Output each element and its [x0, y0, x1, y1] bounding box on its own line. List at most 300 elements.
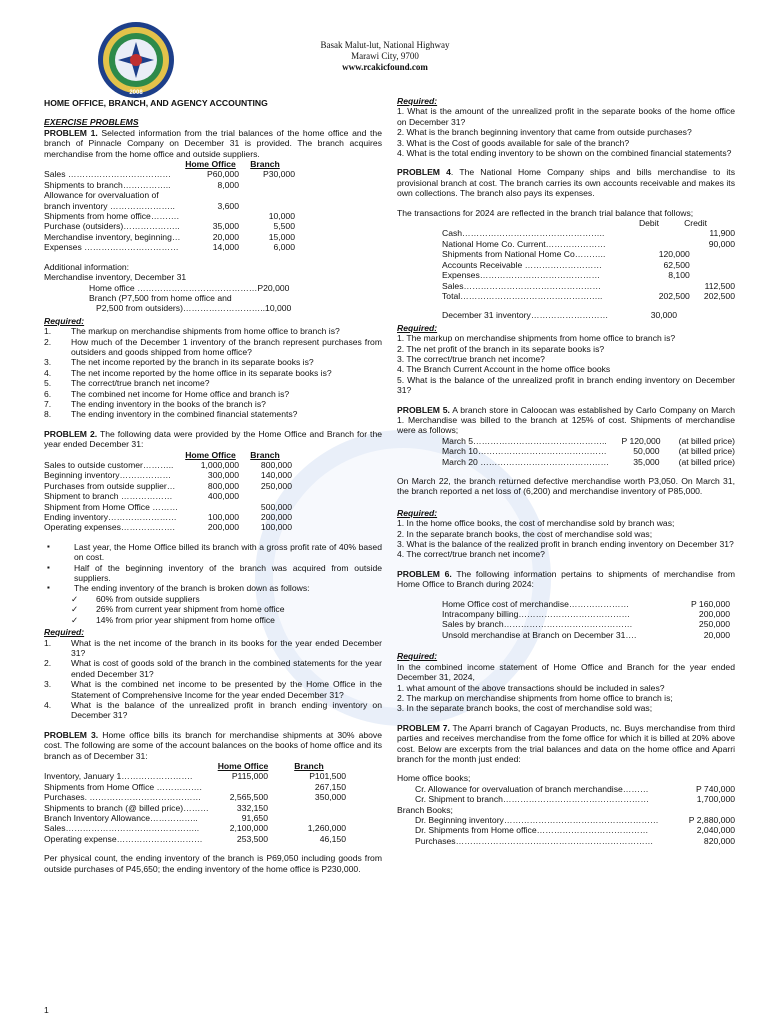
table-row — [397, 784, 735, 794]
december-inventory-row — [397, 310, 735, 320]
bullet-icon: ▪ — [47, 562, 50, 572]
list-item: 2. The net profit of the branch in its separate books is? — [397, 343, 605, 354]
row-value — [239, 491, 292, 501]
row-value: P101,500 — [309, 771, 346, 782]
table-row — [397, 457, 735, 467]
list-item — [44, 700, 382, 721]
row-value — [239, 190, 295, 200]
december-inventory-value: 30,000 — [650, 310, 677, 321]
list-number: 7. — [44, 398, 52, 409]
required-heading: Required: — [397, 322, 438, 333]
row-label: Sales………………………………………… — [442, 280, 601, 291]
checklist-item — [44, 604, 382, 614]
row-value: 202,500 — [658, 290, 690, 301]
list-text: What is the combined net income to be presented by the Home Office in the Statement of Comprehensive Income for the year ended December 31? — [71, 679, 382, 700]
row-label: Branch Inventory Allowance…………….. — [44, 813, 198, 823]
list-text: The net income reported by the branch in its separate books is? — [71, 357, 314, 368]
problem-1-label: PROBLEM 1. — [44, 127, 98, 138]
row-value: 8,000 — [217, 179, 239, 190]
problem-4-table-header — [397, 218, 735, 228]
row-value: 250,000 — [260, 480, 292, 491]
row-value: 6,000 — [273, 242, 295, 253]
section-heading: EXERCISE PROBLEMS — [44, 117, 139, 128]
list-item — [44, 399, 382, 409]
problem-6-text: The following information pertains to shipments of merchandise from Home Office to Branch during 2024: — [397, 568, 735, 590]
table-row — [44, 782, 382, 792]
table-row — [397, 815, 735, 825]
row-label: Purchases…………………………………………………………… — [415, 835, 654, 846]
row-value — [690, 260, 735, 270]
document-title: HOME OFFICE, BRANCH, AND AGENCY ACCOUNTING — [44, 98, 268, 108]
row-label: Shipments to branch…………….. — [44, 179, 171, 190]
bullet-text: Last year, the Home Office billed its branch with a gross profit rate of 40% based on cost. — [74, 541, 382, 563]
row-value: 800,000 — [207, 480, 239, 491]
row-value: P30,000 — [262, 169, 295, 180]
row-value: 140,000 — [260, 470, 292, 481]
table-row — [44, 481, 382, 491]
problem-7-text: The Aparri branch of Cagayan Products, nc. Buys merchandise from third parties and receives merchandise from the fome office for which it is billed at 20% above cost. Below are excerpts from the trial balances and data on the home office and Aparri branch for the month just ended: — [397, 722, 735, 764]
list-number: 3. — [44, 357, 52, 368]
row-value — [268, 813, 346, 823]
row-value: 20,000 — [212, 231, 239, 242]
table-row — [44, 823, 382, 833]
row-value — [268, 803, 346, 813]
row-label: Purchases from outside supplier… — [44, 480, 176, 491]
row-value: 15,000 — [268, 231, 295, 242]
bullet-item — [44, 583, 382, 593]
table-row — [44, 242, 382, 252]
table-row — [397, 291, 735, 301]
table-row — [397, 609, 735, 619]
list-item: 2. In the separate branch books, the cost of merchandise sold was; — [397, 528, 653, 539]
table-row — [44, 813, 382, 823]
row-label: Shipments to branch (@ billed price)……… — [44, 802, 209, 813]
row-value — [645, 281, 690, 291]
row-label: Sales by branch……………………………………… — [442, 619, 633, 630]
row-value: 112,500 — [704, 280, 735, 291]
required-heading: Required: — [44, 315, 85, 326]
row-value: 3,600 — [217, 200, 239, 211]
table-row — [44, 792, 382, 802]
row-value: P 2,880,000 — [688, 814, 735, 825]
table-row — [397, 630, 735, 640]
address-line-1: Basak Malut-lut, National Highway — [320, 40, 450, 50]
row-value: 35,000 — [633, 456, 660, 467]
additional-info-line: Branch (P7,500 from home office and — [89, 292, 232, 303]
row-label: Inventory, January 1……………………. — [44, 771, 193, 782]
list-number: 4. — [44, 367, 52, 378]
problem-3-closing: Per physical count, the ending inventory of the branch is P69,050 including goods from outside purchases of P45,650; the ending inventory of the home office is P230,000. — [44, 853, 382, 874]
required-heading: Required: — [44, 627, 85, 638]
row-value: 250,000 — [698, 619, 730, 630]
required-heading: Required: — [397, 96, 438, 106]
row-value — [239, 180, 295, 190]
list-item — [44, 679, 382, 700]
list-item: 5. What is the balance of the unrealized profit in branch ending inventory on December 31? — [397, 374, 735, 396]
table-row — [44, 803, 382, 813]
row-value: 5,500 — [273, 221, 295, 232]
list-item: 4. The correct/true branch net income? — [397, 549, 545, 560]
row-label: National Home Co. Current………………… — [442, 238, 606, 249]
right-column — [397, 96, 735, 846]
table-row — [44, 201, 382, 211]
table-row — [44, 180, 382, 190]
table-row — [397, 446, 735, 456]
list-item: 4. What is the total ending inventory to be shown on the combined financial statements? — [397, 148, 732, 159]
table-row — [44, 211, 382, 221]
problem-1-table — [44, 169, 382, 252]
table-row — [397, 619, 735, 629]
row-label: March 10……………………………………… — [442, 446, 607, 457]
row-value: 820,000 — [703, 835, 735, 846]
row-value: 202,500 — [703, 290, 735, 301]
row-label: Beginning inventory……………… — [44, 470, 172, 481]
row-label: Intracompany billing………………………………… — [442, 609, 631, 620]
problem-4-text: . The National Home Company ships and bills merchandise to its provisional branch at cost. The branch carries its own accounts receivable and makes its own collections. The branch also pays its expenses. — [397, 167, 735, 199]
left-column — [44, 96, 382, 874]
problem-4-intro — [397, 167, 735, 198]
problem-6-table — [397, 599, 735, 641]
problem-5-label: PROBLEM 5. — [397, 404, 450, 415]
address-line-2: Marawi City, 9700 — [351, 51, 419, 61]
table-row — [44, 190, 382, 200]
bullet-text: The ending inventory of the branch is broken down as follows: — [74, 583, 310, 594]
col-home-office: Home Office — [217, 760, 269, 771]
list-text: How much of the December 1 inventory of the branch represent purchases from outsiders and goods shipped from home office? — [71, 336, 382, 357]
row-label: Shipments from Home Office ……………. — [44, 781, 202, 792]
list-item — [44, 638, 382, 659]
row-value: P 740,000 — [695, 783, 735, 794]
branch-books-heading: Branch Books; — [397, 804, 453, 815]
row-label: Operating expense………………………… — [44, 833, 203, 844]
table-row — [397, 599, 735, 609]
row-value — [645, 228, 690, 238]
row-value: 11,900 — [709, 228, 735, 239]
table-row — [397, 239, 735, 249]
row-value — [239, 201, 295, 211]
row-label: March 5……………………………………….. — [442, 435, 607, 446]
row-value: P60,000 — [206, 169, 239, 180]
list-item: 3. What is the Cost of goods available for sale of the branch? — [397, 137, 630, 148]
problem-4-label: PROBLEM 4 — [397, 167, 451, 178]
checklist-item — [44, 615, 382, 625]
row-label: branch inventory ………………….. — [44, 200, 175, 211]
problem-4-lead: The transactions for 2024 are reflected in the branch trial balance that follows; — [397, 207, 694, 218]
list-number: 3. — [44, 679, 52, 690]
row-value: 100,000 — [260, 522, 292, 533]
additional-info-line: P2,500 from outsiders)………………………..10,000 — [96, 303, 292, 314]
page-number: 1 — [44, 1005, 49, 1015]
row-value: (at billed price) — [678, 435, 735, 446]
row-label: Ending inventory…………………… — [44, 512, 177, 523]
row-value: 800,000 — [260, 460, 292, 470]
row-value — [690, 249, 735, 259]
row-value: 200,000 — [698, 609, 730, 620]
checklist-text: 26% from current year shipment from home office — [96, 604, 285, 615]
row-label: Dr. Beginning inventory……………………………………………… — [415, 814, 659, 825]
problem-5-closing: On March 22, the branch returned defective merchandise worth P3,050. On March 31, the branch reported a net loss of (6,200) and merchandise inventory of P85,000. — [397, 476, 735, 497]
row-label: Total………………………………………….. — [442, 290, 603, 301]
website-link[interactable]: www.rcakicfound.com — [342, 62, 428, 72]
row-value — [192, 211, 239, 221]
list-text: The ending inventory in the books of the branch is? — [71, 398, 266, 409]
row-value — [192, 190, 239, 200]
problem-2-questions — [44, 638, 382, 721]
table-row — [397, 825, 735, 835]
list-number: 1. — [44, 637, 52, 648]
row-value: 20,000 — [703, 629, 730, 640]
required-heading: Required: — [397, 507, 438, 518]
row-label: Allowance for overvaluation of — [44, 190, 159, 201]
row-value: 8,100 — [668, 270, 690, 281]
row-value: 2,565,500 — [229, 792, 268, 803]
row-value: 267,150 — [314, 781, 346, 792]
row-value: 2,040,000 — [696, 825, 735, 836]
problem-7-label: PROBLEM 7. — [397, 722, 450, 733]
problem-2-checklist — [44, 594, 382, 625]
problem-6-questions — [397, 683, 735, 714]
list-text: The markup on merchandise shipments from home office to branch is? — [71, 326, 340, 337]
row-label: Purchases. ………………………………… — [44, 792, 202, 803]
additional-info-heading: Additional information: — [44, 261, 130, 272]
list-item: 3. In the separate branch books, the cost of merchandise sold was; — [397, 703, 653, 714]
table-row — [397, 836, 735, 846]
row-value: 350,000 — [314, 792, 346, 803]
problem-6-intro — [397, 569, 735, 590]
problem-2-label: PROBLEM 2. — [44, 428, 98, 439]
problem-6-label: PROBLEM 6. — [397, 568, 452, 579]
row-label: Sales ……………………………… — [44, 169, 172, 180]
table-row — [44, 470, 382, 480]
row-value: 35,000 — [212, 221, 239, 232]
col-branch: Branch — [250, 159, 280, 170]
list-text: The correct/true branch net income? — [71, 378, 210, 389]
row-value: 120,000 — [658, 249, 690, 260]
col-branch: Branch — [294, 760, 324, 771]
problem-2-intro — [44, 429, 382, 450]
list-item: 2. What is the branch beginning inventory that came from outside purchases? — [397, 127, 692, 138]
checklist-item — [44, 594, 382, 604]
row-value: 91,650 — [241, 813, 268, 823]
table-row — [44, 502, 382, 512]
row-value: 46,150 — [319, 833, 346, 844]
row-label: Dr. Shipments from Home office………………………………… — [415, 825, 649, 836]
list-item — [44, 357, 382, 367]
row-value: 50,000 — [633, 446, 660, 457]
row-label: Cr. Shipment to branch…………………………………………… — [415, 794, 649, 805]
problem-1-intro — [44, 128, 382, 159]
list-number: 4. — [44, 699, 52, 710]
list-number: 2. — [44, 658, 52, 669]
row-label: Purchase (outsiders)……………….. — [44, 221, 180, 232]
table-row — [397, 794, 735, 804]
row-label: March 20 ……………………………………… — [442, 456, 610, 467]
problem-5-text: A branch store in Caloocan was established by Carlo Company on March 1. Merchandise was billed to the branch at 125% of cost. Shipments of merchandise were as follows; — [397, 404, 735, 436]
problem-2-bullets — [44, 542, 382, 594]
list-item — [44, 337, 382, 358]
problem-5-intro — [397, 405, 735, 436]
table-row — [397, 281, 735, 291]
row-label: Expenses …………………………… — [44, 242, 179, 253]
list-text: What is the net income of the branch in its books for the year ended December 31? — [71, 637, 382, 658]
table-row — [397, 436, 735, 446]
problem-3-table — [44, 771, 382, 844]
row-value: 14,000 — [212, 242, 239, 253]
list-number: 6. — [44, 388, 52, 399]
december-inventory-label: December 31 inventory……………………… — [442, 310, 609, 321]
problem-1-questions — [44, 326, 382, 420]
table-row — [44, 169, 382, 179]
row-label: Expenses…………………………………… — [442, 270, 601, 281]
bullet-icon: ▪ — [47, 583, 50, 593]
list-text: The ending inventory in the combined financial statements? — [71, 409, 298, 420]
list-text: What is cost of goods sold of the branch in the combined statements for the year ended December 31? — [71, 658, 382, 679]
row-value: 2,100,000 — [229, 823, 268, 834]
row-value: 1,260,000 — [307, 823, 346, 834]
row-value: 200,000 — [207, 522, 239, 533]
table-row — [44, 512, 382, 522]
list-item — [44, 389, 382, 399]
checklist-text: 60% from outside suppliers — [96, 593, 200, 604]
col-branch: Branch — [250, 449, 280, 460]
list-item: 2. The markup on merchandise shipments from home office to branch is; — [397, 692, 673, 703]
table-row — [397, 249, 735, 259]
col-credit: Credit — [684, 218, 707, 229]
row-value — [690, 270, 735, 280]
list-item — [44, 409, 382, 419]
row-value: 100,000 — [207, 512, 239, 523]
bullet-icon: ▪ — [47, 541, 50, 551]
list-number: 5. — [44, 378, 52, 389]
row-value: P115,000 — [231, 771, 268, 782]
row-label: Sales……………………………………….. — [44, 823, 200, 834]
table-row — [44, 491, 382, 501]
list-number: 1. — [44, 326, 52, 337]
row-label: Accounts Receivable ……………………… — [442, 259, 602, 270]
table-row — [397, 270, 735, 280]
table-row — [44, 834, 382, 844]
row-value: 10,000 — [268, 211, 295, 222]
list-item — [44, 378, 382, 388]
list-item: 3. The correct/true branch net income? — [397, 353, 545, 364]
required-heading: Required: — [397, 651, 438, 662]
problem-2-table — [44, 460, 382, 533]
row-value: 253,500 — [236, 833, 268, 844]
col-home-office: Home Office — [185, 449, 236, 460]
row-label: Shipment from Home Office ……… — [44, 501, 179, 512]
col-home-office: Home Office — [185, 159, 236, 170]
row-label: Home Office cost of merchandise………………… — [442, 598, 630, 609]
row-value: P 120,000 — [621, 435, 661, 446]
check-icon: ✓ — [71, 614, 79, 625]
list-item — [44, 658, 382, 679]
page-header — [300, 40, 470, 73]
additional-info-line: Home office ……………………………………P20,000 — [89, 282, 290, 293]
row-value — [645, 239, 690, 249]
row-value: 332,150 — [236, 802, 268, 813]
row-label: Unsold merchandise at Branch on December 31…. — [442, 629, 637, 640]
row-label: Merchandise inventory, beginning… — [44, 231, 181, 242]
row-value: P 160,000 — [690, 598, 730, 609]
table-row — [397, 260, 735, 270]
problem-2-text: The following data were provided by the Home Office and Branch for the year ended December 31: — [44, 428, 382, 450]
problem-3-intro — [44, 730, 382, 761]
table-row — [44, 460, 382, 470]
row-value: 200,000 — [260, 512, 292, 523]
table-row — [44, 232, 382, 242]
table-row — [44, 522, 382, 532]
row-value — [212, 782, 268, 792]
row-label: Shipment to branch ……………… — [44, 491, 173, 502]
seal-year: 2008 — [129, 90, 143, 96]
list-item: 1. What is the amount of the unrealized profit in the separate books of the home office on December 31? — [397, 106, 735, 127]
problem-3-questions — [397, 106, 735, 158]
list-item: 1. The markup on merchandise shipments from home office to branch is? — [397, 333, 676, 344]
additional-info-line: Merchandise inventory, December 31 — [44, 272, 187, 283]
row-label: Shipments from National Home Co……….. — [442, 249, 606, 260]
problem-3-table-header — [44, 761, 382, 771]
checklist-text: 14% from prior year shipment from home office — [96, 614, 275, 625]
check-icon: ✓ — [71, 593, 79, 604]
list-text: The combined net income for Home office and branch is? — [71, 388, 290, 399]
list-item: 1. what amount of the above transactions should be included in sales? — [397, 682, 665, 693]
college-seal-logo — [90, 20, 182, 100]
problem-2-table-header — [44, 450, 382, 460]
row-value: (at billed price) — [678, 456, 735, 467]
check-icon: ✓ — [71, 604, 79, 615]
problem-4-questions — [397, 333, 735, 395]
problem-5-questions — [397, 518, 735, 560]
table-row — [397, 228, 735, 238]
bullet-text: Half of the beginning inventory of the branch was acquired from outside suppliers. — [74, 562, 382, 584]
row-value: 90,000 — [708, 238, 735, 249]
problem-1-table-header — [44, 159, 382, 169]
list-item: 1. In the home office books, the cost of merchandise sold by branch was; — [397, 518, 675, 529]
list-item — [44, 326, 382, 336]
row-label: Sales to outside customer……….. — [44, 460, 174, 470]
problem-6-lead: In the combined income statement of Home Office and Branch for the year ended December 31, 2024, — [397, 661, 735, 683]
list-number: 8. — [44, 409, 52, 420]
row-value: (at billed price) — [678, 446, 735, 457]
row-label: Operating expenses………………. — [44, 522, 175, 533]
row-label: Shipments from home office………. — [44, 211, 180, 222]
list-text: What is the balance of the unrealized profit in branch ending inventory on December 31? — [71, 699, 382, 721]
home-office-books-heading: Home office books; — [397, 773, 471, 784]
branch-books-table — [397, 815, 735, 846]
problem-7-intro — [397, 723, 735, 765]
list-item: 3. What is the balance of the realized profit in branch ending inventory on December 31? — [397, 539, 734, 550]
problem-5-table — [397, 436, 735, 467]
row-value: 1,000,000 — [200, 460, 239, 470]
row-label: Cr. Allowance for overvaluation of branch merchandise……… — [415, 783, 649, 794]
problem-4-table — [397, 228, 735, 301]
row-value — [189, 502, 239, 512]
row-value: 300,000 — [207, 470, 239, 481]
row-value: 400,000 — [207, 491, 239, 502]
row-value: 1,700,000 — [696, 794, 735, 805]
list-number: 2. — [44, 336, 52, 347]
list-item — [44, 368, 382, 378]
table-row — [44, 221, 382, 231]
row-value: 500,000 — [260, 501, 292, 512]
home-office-books-table — [397, 784, 735, 805]
bullet-item — [44, 563, 382, 584]
problem-3-label: PROBLEM 3. — [44, 729, 99, 740]
list-text: The net income reported by the home office in its separate books is? — [71, 367, 332, 378]
problem-3-text: Home office bills its branch for merchandise shipments at 30% above cost. The following are some of the account balances on the books of home office and its branch as of December 31: — [44, 729, 382, 761]
problem-1-text: Selected information from the trial balances of the home office and the branch of Pinnacle Company on December 31 is provided. The branch acquires merchandise from the home office and outside suppliers. — [44, 127, 382, 159]
table-row — [44, 771, 382, 781]
